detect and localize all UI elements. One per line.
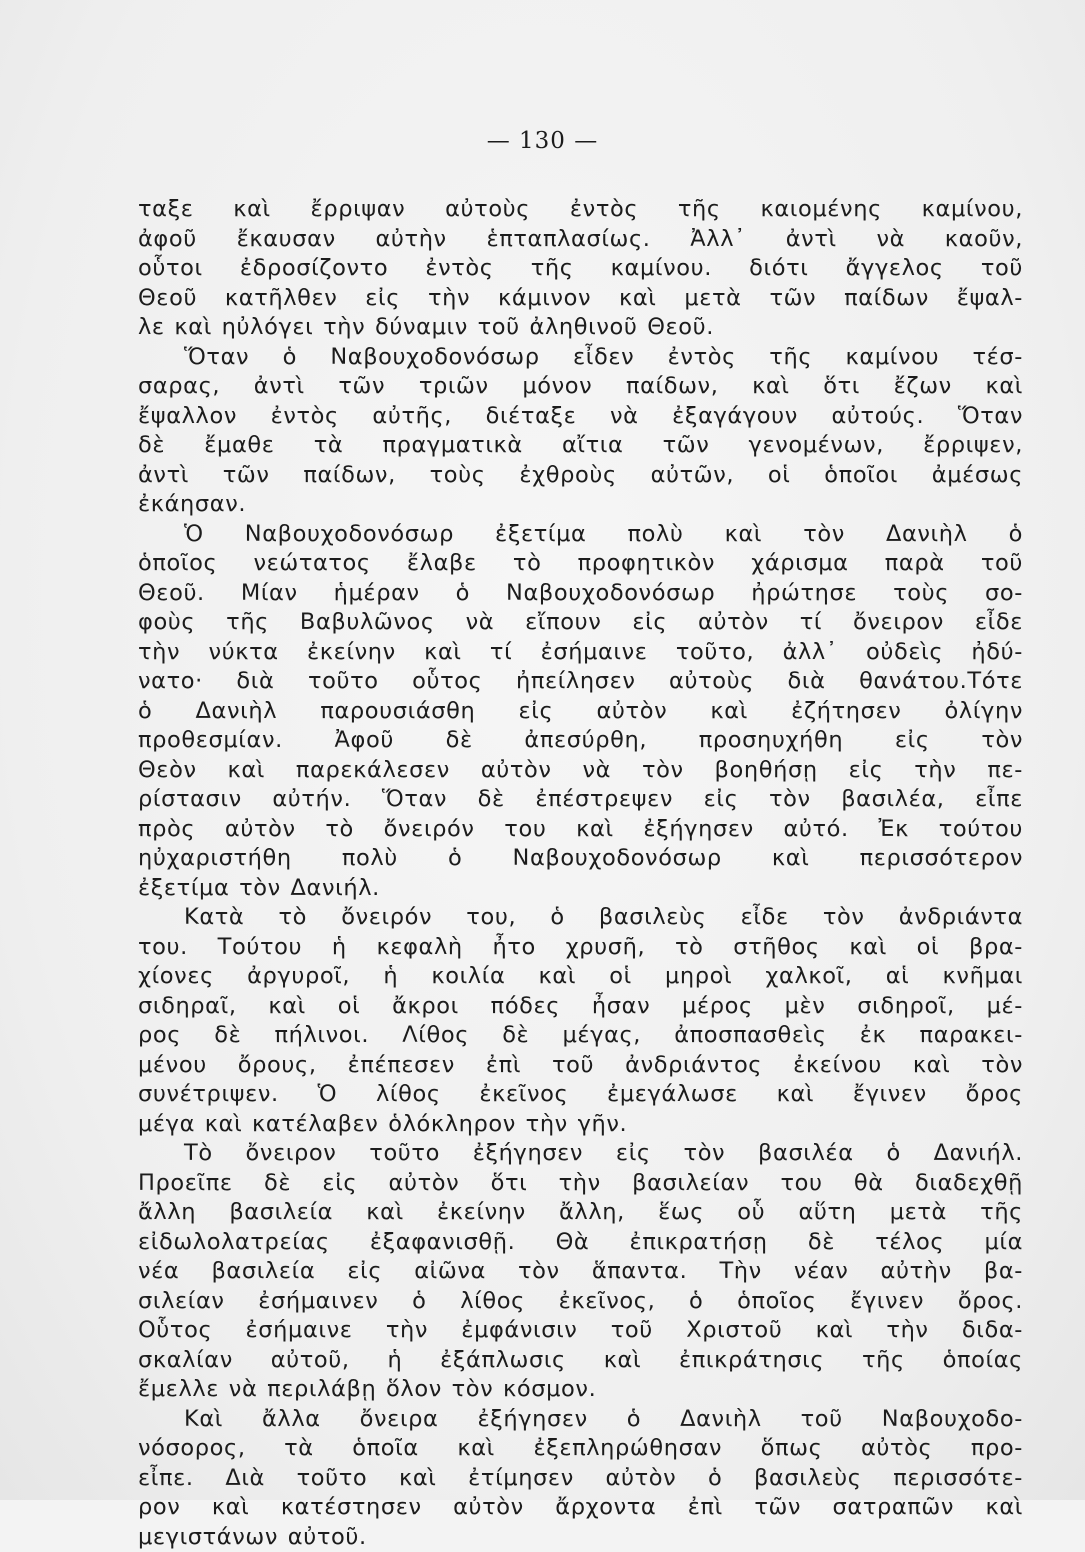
text-line: ὁποῖος νεώτατος ἔλαβε τὸ προφητικὸν χάρισμα παρὰ τοῦ [138, 549, 1023, 579]
text-line: φοὺς τῆς Βαβυλῶνος νὰ εἴπουν εἰς αὐτὸν τί ὄνειρον εἶδε [138, 608, 1023, 638]
text-line: Τὸ ὄνειρον τοῦτο ἐξήγησεν εἰς τὸν βασιλέα ὁ Δανιήλ. [138, 1139, 1023, 1169]
text-line: Θεοῦ κατῆλθεν εἰς τὴν κάμινον καὶ μετὰ τῶν παίδων ἔψαλ- [138, 284, 1023, 314]
text-line: ἐξετίμα τὸν Δανιήλ. [138, 874, 1023, 904]
text-line: νόσορος, τὰ ὁποῖα καὶ ἐξεπληρώθησαν ὅπως αὐτὸς προ- [138, 1434, 1023, 1464]
text-line: Θεοῦ. Μίαν ἡμέραν ὁ Ναβουχοδονόσωρ ἠρώτησε τοὺς σο- [138, 579, 1023, 609]
text-line: σκαλίαν αὐτοῦ, ἡ ἐξάπλωσις καὶ ἐπικράτησις τῆς ὁποίας [138, 1346, 1023, 1376]
text-line: ρον καὶ κατέστησεν αὐτὸν ἄρχοντα ἐπὶ τῶν σατραπῶν καὶ [138, 1493, 1023, 1523]
text-line: σιλείαν ἐσήμαινεν ὁ λίθος ἐκεῖνος, ὁ ὁποῖος ἔγινεν ὄρος. [138, 1287, 1023, 1317]
text-line: Οὗτος ἐσήμαινε τὴν ἐμφάνισιν τοῦ Χριστοῦ καὶ τὴν διδα- [138, 1316, 1023, 1346]
body-text [138, 195, 1023, 1552]
text-line: μεγιστάνων αὐτοῦ. [138, 1523, 1023, 1552]
text-line: νέα βασιλεία εἰς αἰῶνα τὸν ἅπαντα. Τὴν νέαν αὐτὴν βα- [138, 1257, 1023, 1287]
text-line: Ὁ Ναβουχοδονόσωρ ἐξετίμα πολὺ καὶ τὸν Δανιὴλ ὁ [138, 520, 1023, 550]
text-line: δὲ ἔμαθε τὰ πραγματικὰ αἴτια τῶν γενομένων, ἔρριψεν, [138, 431, 1023, 461]
text-line: συνέτριψεν. Ὁ λίθος ἐκεῖνος ἐμεγάλωσε καὶ ἔγινεν ὄρος [138, 1080, 1023, 1110]
text-line: εἰδωλολατρείας ἐξαφανισθῇ. Θὰ ἐπικρατήσῃ δὲ τέλος μία [138, 1228, 1023, 1258]
text-line: ηὐχαριστήθη πολὺ ὁ Ναβουχοδονόσωρ καὶ περισσότερον [138, 844, 1023, 874]
text-line: μένου ὄρους, ἐπέπεσεν ἐπὶ τοῦ ἀνδριάντος ἐκείνου καὶ τὸν [138, 1051, 1023, 1081]
text-line: ταξε καὶ ἔρριψαν αὐτοὺς ἐντὸς τῆς καιομένης καμίνου, [138, 195, 1023, 225]
text-line: σαρας, ἀντὶ τῶν τριῶν μόνον παίδων, καὶ ὅτι ἔζων καὶ [138, 372, 1023, 402]
text-line: ἄλλη βασιλεία καὶ ἐκείνην ἄλλη, ἕως οὗ αὕτη μετὰ τῆς [138, 1198, 1023, 1228]
text-line: ἀφοῦ ἔκαυσαν αὐτὴν ἑπταπλασίως. Ἀλλ᾿ ἀντὶ νὰ καοῦν, [138, 225, 1023, 255]
text-line: ἔμελλε νὰ περιλάβῃ ὅλον τὸν κόσμον. [138, 1375, 1023, 1405]
text-line: ἔψαλλον ἐντὸς αὐτῆς, διέταξε νὰ ἐξαγάγουν αὐτούς. Ὅταν [138, 402, 1023, 432]
text-line: Ὅταν ὁ Ναβουχοδονόσωρ εἶδεν ἐντὸς τῆς καμίνου τέσ- [138, 343, 1023, 373]
text-line: νατο· διὰ τοῦτο οὗτος ἠπείλησεν αὐτοὺς διὰ θανάτου.Τότε [138, 667, 1023, 697]
text-line: του. Τούτου ἡ κεφαλὴ ἦτο χρυσῆ, τὸ στῆθος καὶ οἱ βρα- [138, 933, 1023, 963]
text-line: λε καὶ ηὐλόγει τὴν δύναμιν τοῦ ἀληθινοῦ Θεοῦ. [138, 313, 1023, 343]
text-line: ὁ Δανιὴλ παρουσιάσθη εἰς αὐτὸν καὶ ἐζήτησεν ὀλίγην [138, 697, 1023, 727]
text-line: εἶπε. Διὰ τοῦτο καὶ ἐτίμησεν αὐτὸν ὁ βασιλεὺς περισσότε- [138, 1464, 1023, 1494]
text-line: ἀντὶ τῶν παίδων, τοὺς ἐχθροὺς αὐτῶν, οἱ ὁποῖοι ἀμέσως [138, 461, 1023, 491]
text-line: σιδηραῖ, καὶ οἱ ἄκροι πόδες ἦσαν μέρος μὲν σιδηροῖ, μέ- [138, 992, 1023, 1022]
text-line: πρὸς αὐτὸν τὸ ὄνειρόν του καὶ ἐξήγησεν αὐτό. Ἐκ τούτου [138, 815, 1023, 845]
text-line: μέγα καὶ κατέλαβεν ὁλόκληρον τὴν γῆν. [138, 1110, 1023, 1140]
text-line: Θεὸν καὶ παρεκάλεσεν αὐτὸν νὰ τὸν βοηθήσῃ εἰς τὴν πε- [138, 756, 1023, 786]
text-line: τὴν νύκτα ἐκείνην καὶ τί ἐσήμαινε τοῦτο, ἀλλ᾿ οὐδεὶς ἠδύ- [138, 638, 1023, 668]
text-line: προθεσμίαν. Ἀφοῦ δὲ ἀπεσύρθη, προσηυχήθη εἰς τὸν [138, 726, 1023, 756]
text-line: Προεῖπε δὲ εἰς αὐτὸν ὅτι τὴν βασιλείαν του θὰ διαδεχθῇ [138, 1169, 1023, 1199]
text-line: Κατὰ τὸ ὄνειρόν του, ὁ βασιλεὺς εἶδε τὸν ἀνδριάντα [138, 903, 1023, 933]
text-line: οὗτοι ἐδροσίζοντο ἐντὸς τῆς καμίνου. διότι ἄγγελος τοῦ [138, 254, 1023, 284]
text-line: χίονες ἀργυροῖ, ἡ κοιλία καὶ οἱ μηροὶ χαλκοῖ, αἱ κνῆμαι [138, 962, 1023, 992]
text-line: ρος δὲ πήλινοι. Λίθος δὲ μέγας, ἀποσπασθεὶς ἐκ παρακει- [138, 1021, 1023, 1051]
page-number: — 130 — [0, 128, 1085, 154]
text-line: Καὶ ἄλλα ὄνειρα ἐξήγησεν ὁ Δανιὴλ τοῦ Ναβουχοδο- [138, 1405, 1023, 1435]
text-line: ἐκάησαν. [138, 490, 1023, 520]
text-line: ρίστασιν αὐτήν. Ὅταν δὲ ἐπέστρεψεν εἰς τὸν βασιλέα, εἶπε [138, 785, 1023, 815]
